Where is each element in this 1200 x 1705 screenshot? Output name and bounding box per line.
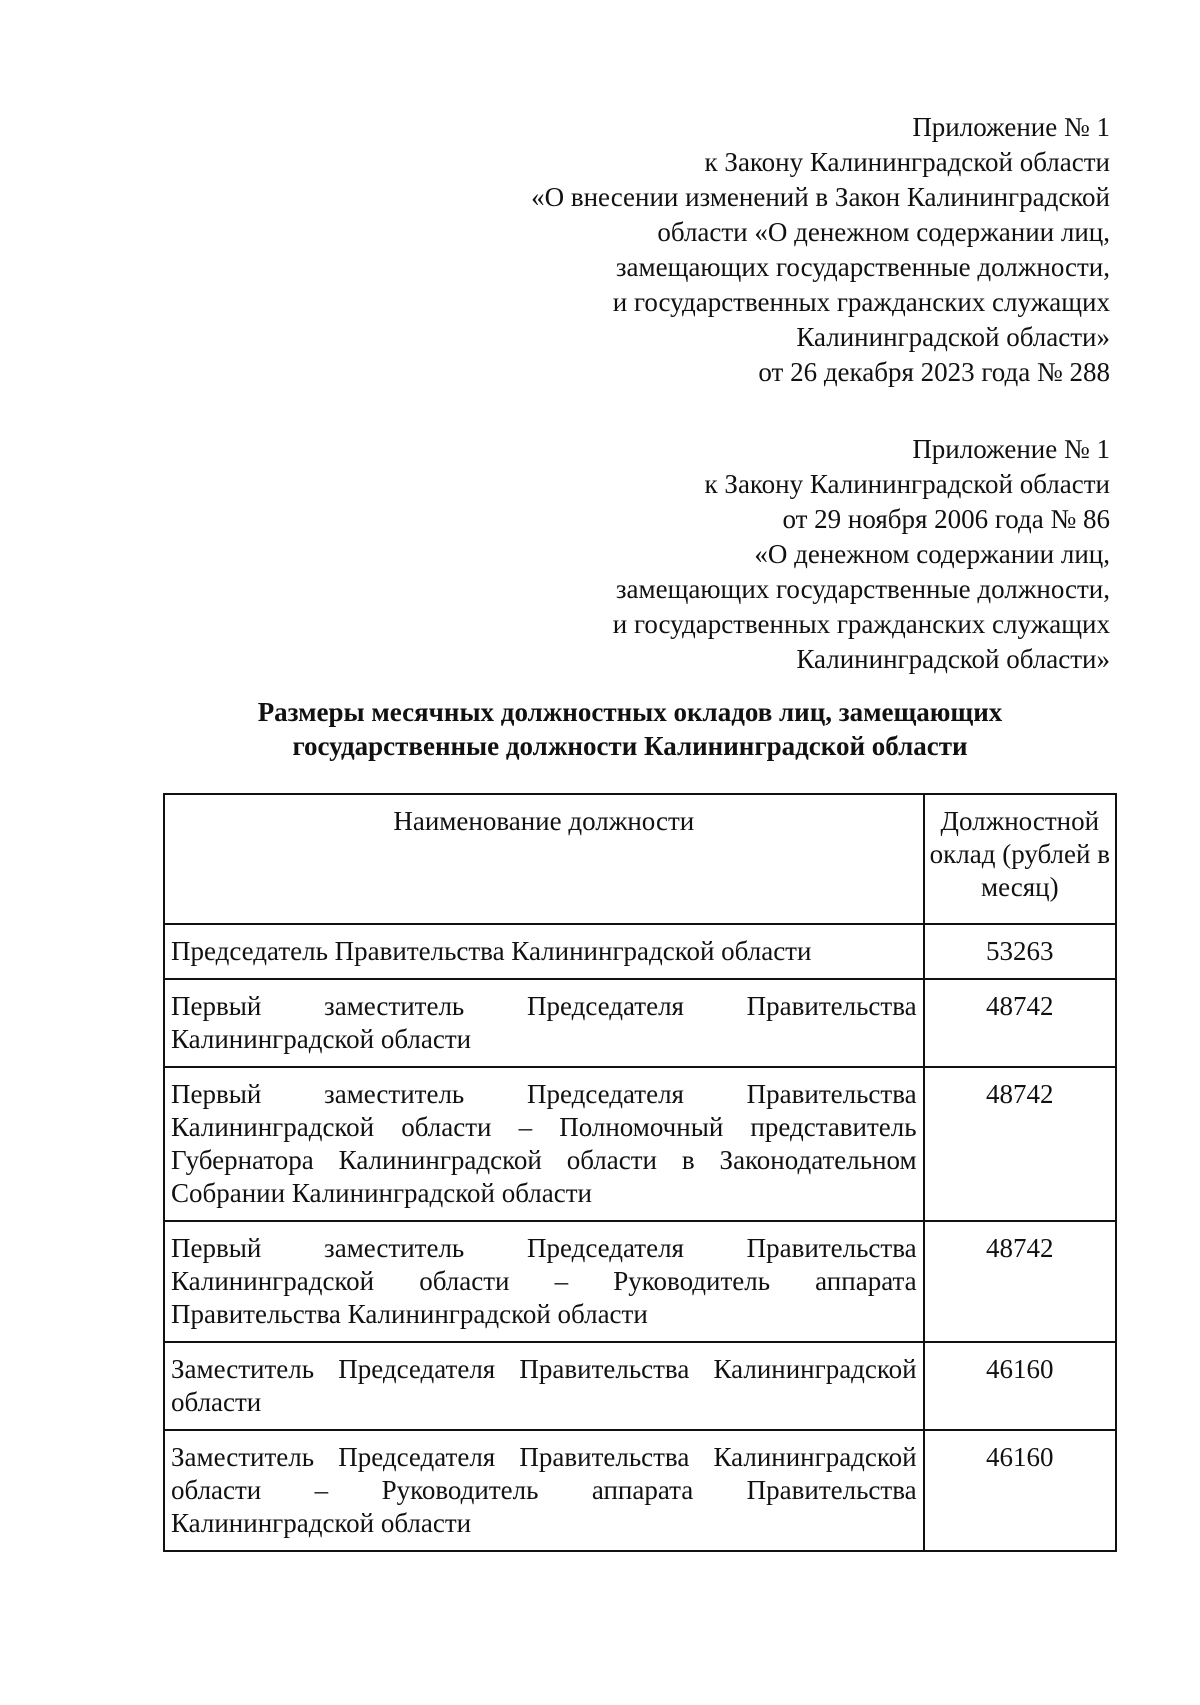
position-name-cell: Первый заместитель Председателя Правительства Калининградской области – Руководитель аппарата Правительства Калининградской области — [164, 1221, 924, 1342]
salary-cell: 53263 — [924, 924, 1116, 979]
appendix-line: к Закону Калининградской области — [704, 147, 1110, 177]
position-name-cell: Первый заместитель Председателя Правительства Калининградской области — [164, 979, 924, 1067]
appendix-line: и государственных гражданских служащих — [612, 287, 1110, 317]
appendix-line: Калининградской области» — [796, 322, 1110, 352]
title-line: государственные должности Калининградской области — [292, 731, 968, 761]
header-salary: Должностной оклад (рублей в месяц) — [924, 794, 1116, 924]
table-row — [164, 1221, 1116, 1342]
appendix-line: замещающих государственные должности, — [615, 574, 1110, 604]
table-row — [164, 979, 1116, 1067]
appendix-line: Приложение № 1 — [912, 434, 1110, 464]
document-title — [0, 695, 1200, 763]
position-name-cell: Заместитель Председателя Правительства Калининградской области — [164, 1342, 924, 1430]
salary-table — [163, 793, 1117, 1552]
appendix-line: замещающих государственные должности, — [615, 252, 1110, 282]
appendix-line: «О денежном содержании лиц, — [754, 539, 1110, 569]
title-line: Размеры месячных должностных окладов лиц, замещающих — [257, 697, 1003, 727]
appendix-line: «О внесении изменений в Закон Калининградской — [531, 182, 1110, 212]
salary-cell: 46160 — [924, 1342, 1116, 1430]
appendix-line: и государственных гражданских служащих — [612, 609, 1110, 639]
position-name-cell: Председатель Правительства Калининградской области — [164, 924, 924, 979]
position-name-cell: Заместитель Председателя Правительства Калининградской области – Руководитель аппарата Правительства Калининградской области — [164, 1430, 924, 1551]
appendix-line: от 29 ноября 2006 года № 86 — [782, 504, 1110, 534]
salary-cell: 46160 — [924, 1430, 1116, 1551]
table-row — [164, 1067, 1116, 1221]
appendix-line: от 26 декабря 2023 года № 288 — [758, 357, 1110, 387]
salary-cell: 48742 — [924, 979, 1116, 1067]
salary-cell: 48742 — [924, 1221, 1116, 1342]
position-name-cell: Первый заместитель Председателя Правительства Калининградской области – Полномочный представитель Губернатора Калининградской области в Законодательном Собрании Калининградской области — [164, 1067, 924, 1221]
appendix-line: к Закону Калининградской области — [704, 469, 1110, 499]
appendix-line: Калининградской области» — [796, 644, 1110, 674]
appendix-line: области «О денежном содержании лиц, — [657, 217, 1110, 247]
table-header-row — [164, 794, 1116, 924]
header-position-name: Наименование должности — [164, 794, 924, 924]
table-row — [164, 924, 1116, 979]
appendix-header-amending-law — [531, 110, 1110, 390]
salary-cell: 48742 — [924, 1067, 1116, 1221]
table-row — [164, 1342, 1116, 1430]
appendix-line: Приложение № 1 — [912, 112, 1110, 142]
table-row — [164, 1430, 1116, 1551]
appendix-header-original-law — [613, 432, 1110, 677]
